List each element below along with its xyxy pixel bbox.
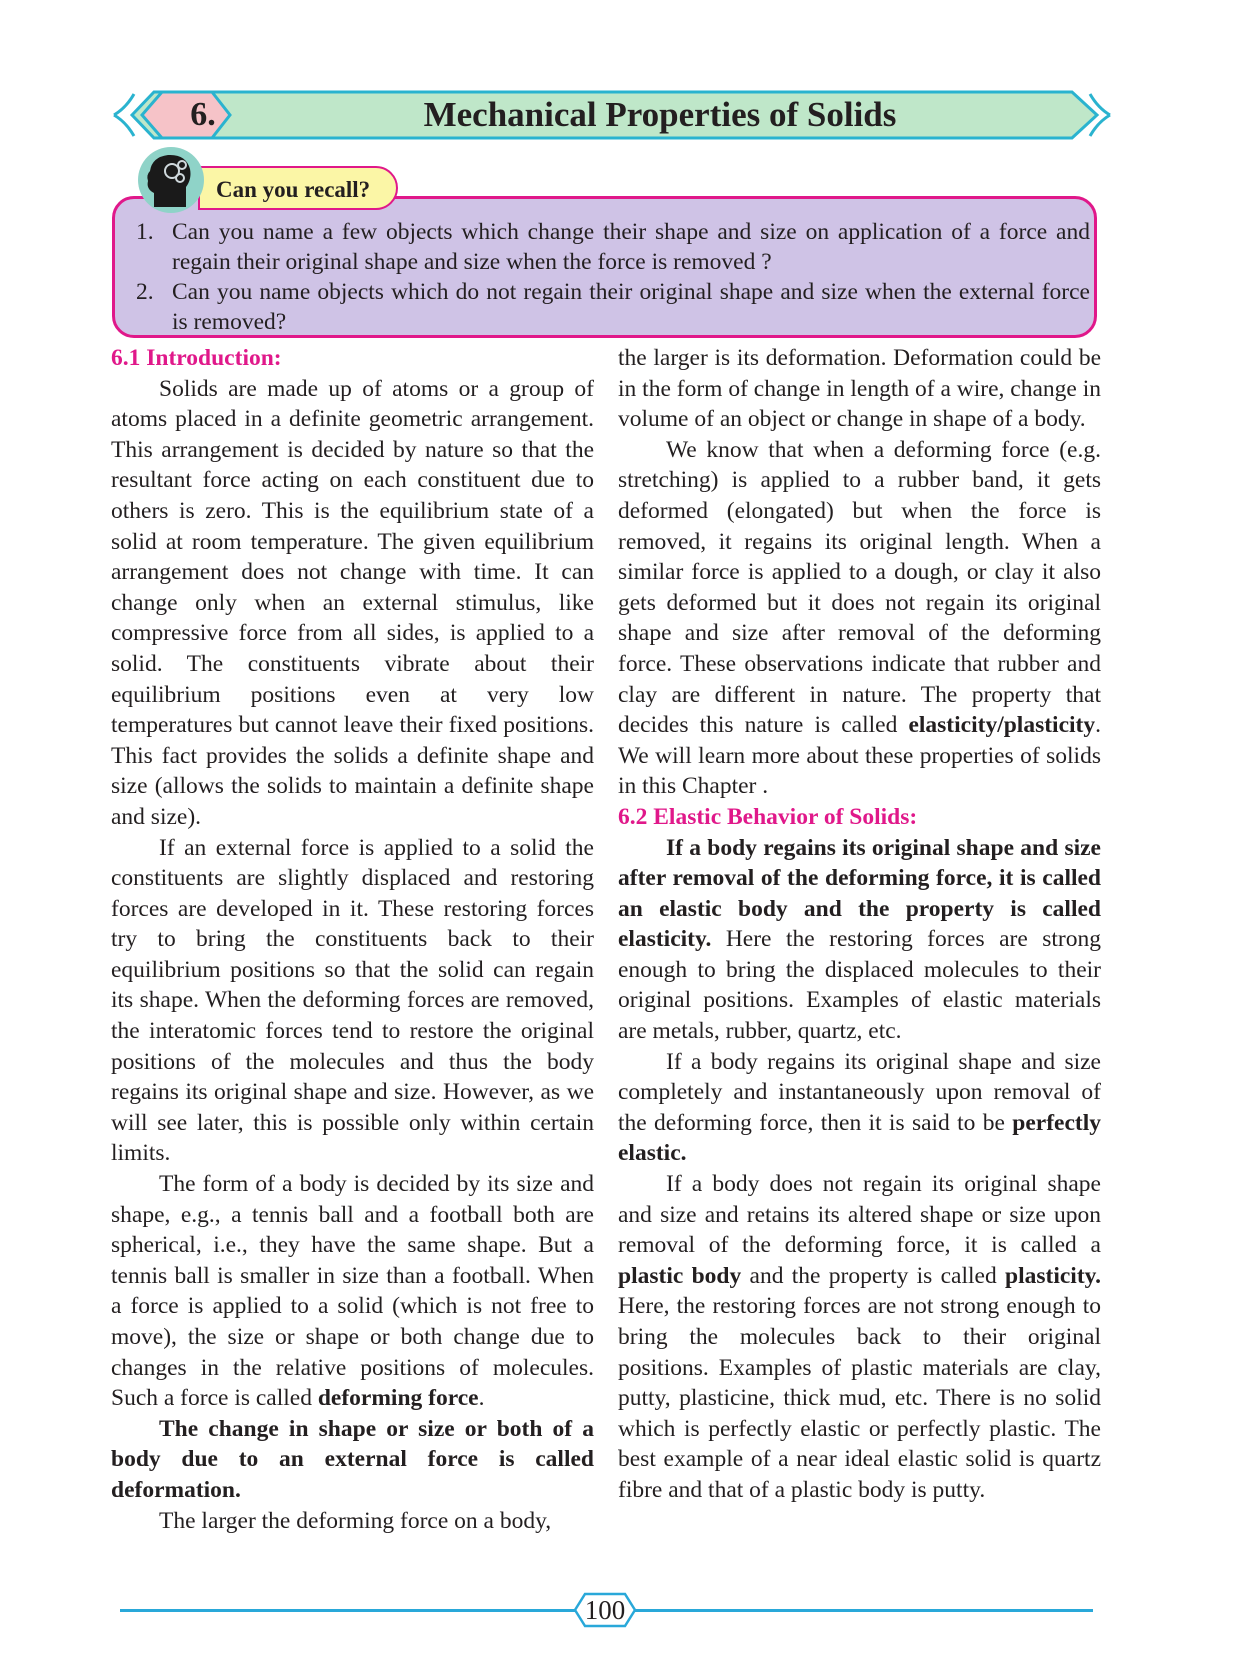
left-column bbox=[111, 343, 594, 1536]
term-elasticity-plasticity: elasticity/plasticity bbox=[908, 712, 1096, 739]
recall-item: 1. Can you name a few objects which change their shape and size on application of a force and regain their original shape and size when the force is removed ? bbox=[136, 219, 1090, 275]
paragraph: If an external force is applied to a solid the constituents are slightly displaced and restoring forces are developed in it. These restoring forces try to bring the constituents back to their equilibrium positions so that the solid can regain its shape. When the deforming forces are removed, the interatomic forces tend to restore the original positions of the molecules and thus the body regains its original shape and size. However, as we will see later, this is possible only within certain limits. bbox=[111, 834, 594, 1167]
paragraph: The form of a body is decided by its size and shape, e.g., a tennis ball and a football both are spherical, i.e., they have the same shape. But a tennis ball is smaller in size than a football. When a force is applied to a solid (which is not free to move), the size or shape or both change due to changes in the relative positions of molecules. Such a force is called deforming force. bbox=[111, 1171, 594, 1412]
paragraph: If a body does not regain its original shape and size and retains its altered shape or size upon removal of the deforming force, it is called a plastic body and the property is called plasticity. Here, the restoring forces are not strong enough to bring the molecules back to their original positions. Examples of plastic materials are clay, putty, plasticine, thick mud, etc. There is no solid which is perfectly elastic or perfectly plastic. The best example of a near ideal elastic solid is quartz fibre and that of a plastic body is putty. bbox=[618, 1171, 1101, 1503]
right-column bbox=[618, 343, 1101, 1506]
recall-label: Can you recall? bbox=[198, 166, 398, 210]
term-plasticity: plasticity. bbox=[1005, 1262, 1101, 1289]
term-plastic-body: plastic body bbox=[618, 1262, 742, 1289]
page-number-badge bbox=[573, 1592, 637, 1628]
recall-item: 2. Can you name objects which do not regain their original shape and size when the external force is removed? bbox=[136, 279, 1090, 335]
page-number: 100 bbox=[584, 1595, 626, 1625]
chapter-title: Mechanical Properties of Solids bbox=[423, 95, 897, 134]
definition-elasticity: If a body regains its original shape and size after removal of the deforming force, it is called an elastic body and the property is called elasticity. Here the restoring forces are strong enough to bring the displaced molecules to their original positions. Examples of elastic materials are metals, rubber, quartz, etc. bbox=[618, 834, 1101, 1045]
section-heading-introduction: 6.1 Introduction: bbox=[111, 345, 282, 371]
chapter-number: 6. bbox=[190, 96, 216, 133]
paragraph: If a body regains its original shape and size completely and instantaneously upon removal of the deforming force, then it is said to be perfectly elastic. bbox=[618, 1048, 1101, 1167]
definition-deformation: The change in shape or size or both of a body due to an external force is called deformation. bbox=[111, 1415, 594, 1503]
paragraph: The larger the deforming force on a body, bbox=[159, 1507, 552, 1534]
footer-rule-right bbox=[635, 1609, 1093, 1612]
recall-list bbox=[130, 217, 1090, 337]
footer-rule-left bbox=[120, 1609, 575, 1612]
section-heading-elastic-behavior: 6.2 Elastic Behavior of Solids: bbox=[618, 803, 918, 830]
paragraph: the larger is its deformation. Deformation could be in the form of change in length of a wire, change in volume of an object or change in shape of a body. bbox=[618, 345, 1101, 433]
term-perfectly-elastic: perfectly elastic. bbox=[618, 1109, 1101, 1167]
paragraph: Solids are made up of atoms or a group of atoms placed in a definite geometric arrangement. This arrangement is decided by nature so that the resultant force acting on each constituent due to others is zero. This is the equilibrium state of a solid at room temperature. The given equilibrium arrangement does not change with time. It can change only when an external stimulus, like compressive force from all sides, is applied to a solid. The constituents vibrate about their equilibrium positions even at very low temperatures but cannot leave their fixed positions. This fact provides the solids a definite shape and size (allows the solids to maintain a definite shape and size). bbox=[111, 375, 594, 830]
thinking-head-icon bbox=[136, 145, 206, 215]
paragraph: We know that when a deforming force (e.g. stretching) is applied to a rubber band, it gets deformed (elongated) but when the force is removed, it regains its original length. When a similar force is applied to a dough, or clay it also gets deformed but it does not regain its original shape and size after removal of the deforming force. These observations indicate that rubber and clay are different in nature. The property that decides this nature is called elasticity/plasticity. We will learn more about these properties of solids in this Chapter . bbox=[618, 436, 1101, 800]
term-deforming-force: deforming force bbox=[317, 1385, 479, 1412]
